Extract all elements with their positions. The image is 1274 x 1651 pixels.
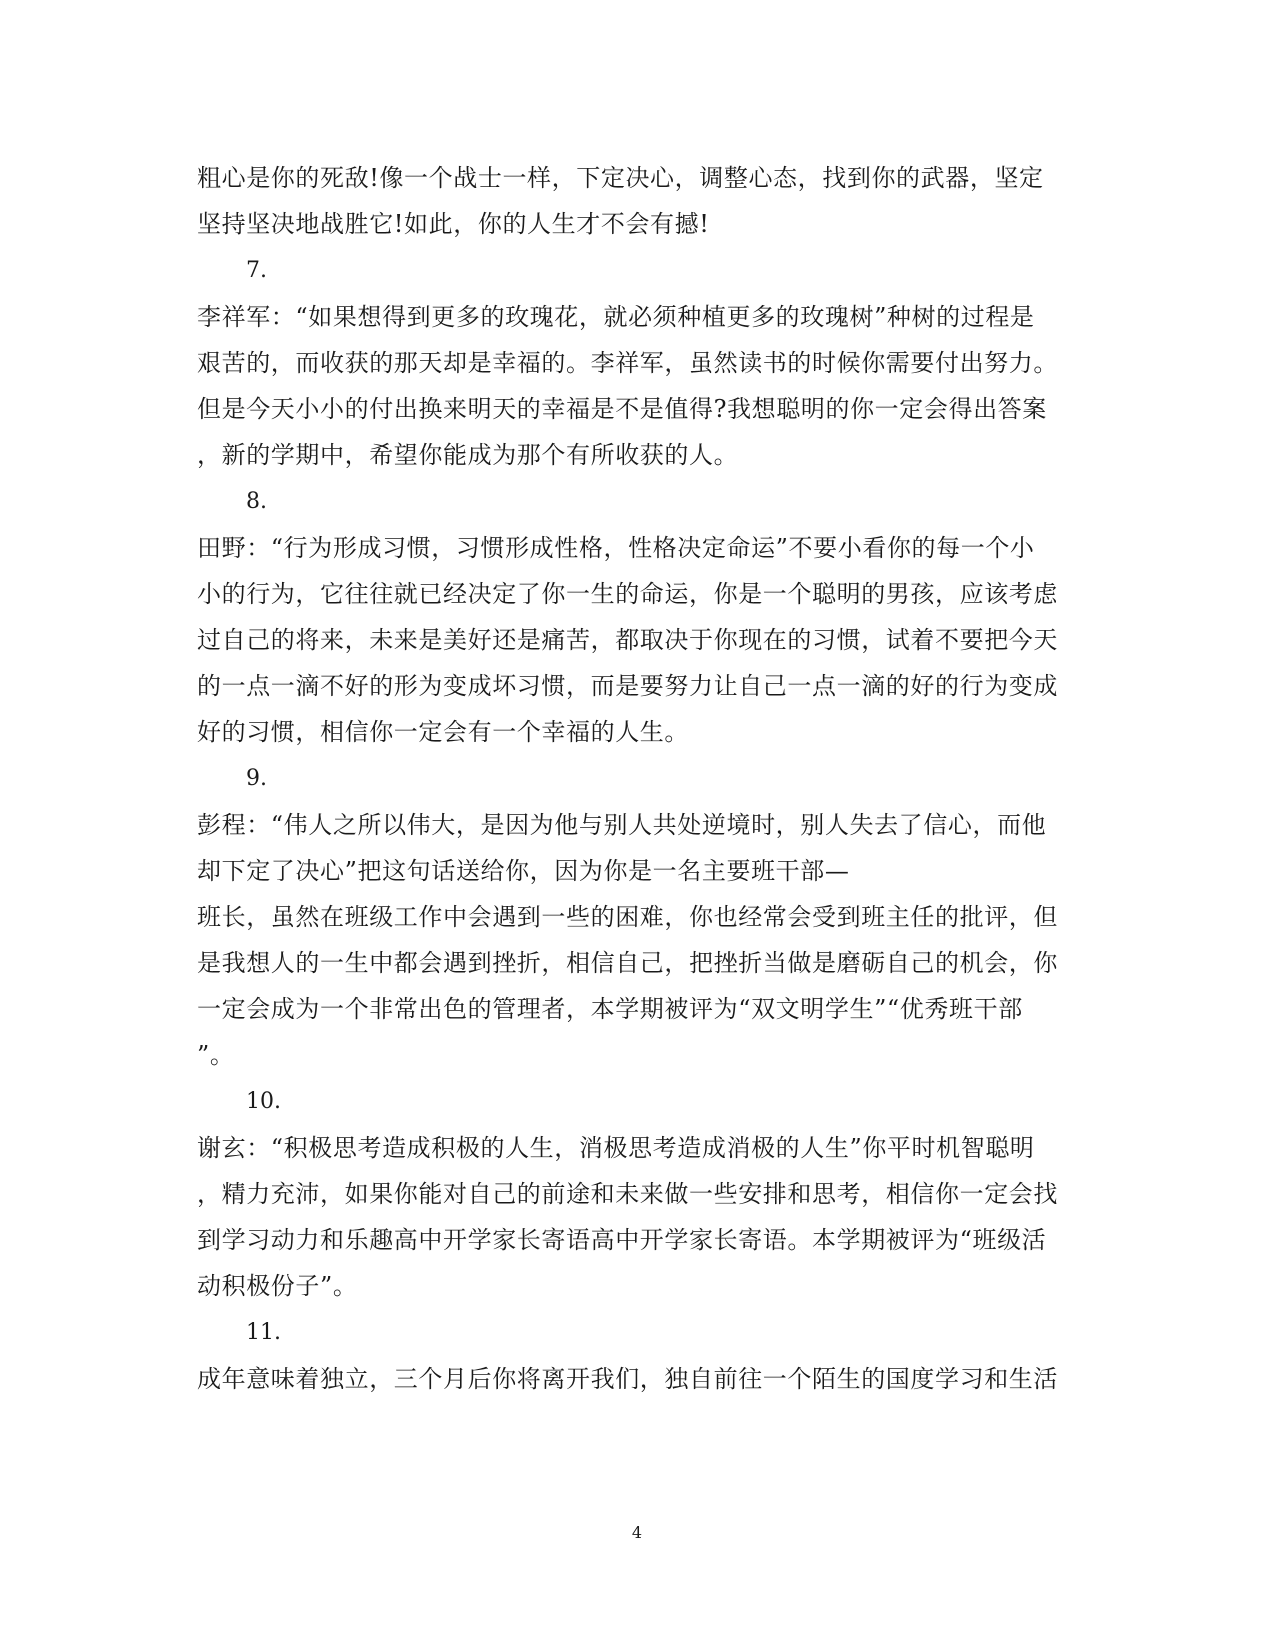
text-line: 李祥军：“如果想得到更多的玫瑰花，就必须种植更多的玫瑰树”种树的过程是 (197, 303, 1035, 331)
item-number: 11. (246, 1320, 281, 1345)
text-line: ，精力充沛，如果你能对自己的前途和未来做一些安排和思考，相信你一定会找 (197, 1180, 1058, 1208)
text-line: 好的习惯，相信你一定会有一个幸福的人生。 (197, 718, 689, 746)
text-line: 坚持坚决地战胜它!如此，你的人生才不会有撼! (197, 210, 710, 238)
text-line: 过自己的将来，未来是美好还是痛苦，都取决于你现在的习惯，试着不要把今天 (197, 626, 1058, 654)
text-line: 粗心是你的死敌!像一个战士一样，下定决心，调整心态，找到你的武器，坚定 (197, 164, 1044, 192)
text-line: 艰苦的，而收获的那天却是幸福的。李祥军，虽然读书的时候你需要付出努力。 (197, 349, 1058, 377)
text-line: 田野：“行为形成习惯，习惯形成性格，性格决定命运”不要小看你的每一个小 (197, 534, 1035, 562)
item-number: 7. (246, 258, 267, 283)
text-line: 彭程：“伟人之所以伟大，是因为他与别人共处逆境时，别人失去了信心，而他 (197, 811, 1047, 839)
text-line: 小的行为，它往往就已经决定了你一生的命运，你是一个聪明的男孩，应该考虑 (197, 580, 1058, 608)
text-line: 却下定了决心”把这句话送给你，因为你是一名主要班干部— (197, 857, 850, 885)
item-number: 9. (246, 766, 267, 791)
text-line: 的一点一滴不好的形为变成坏习惯，而是要努力让自己一点一滴的好的行为变成 (197, 672, 1058, 700)
text-line: 班长，虽然在班级工作中会遇到一些的困难，你也经常会受到班主任的批评，但 (197, 903, 1058, 931)
item-number: 8. (246, 489, 267, 514)
text-line: 成年意味着独立，三个月后你将离开我们，独自前往一个陌生的国度学习和生活 (197, 1365, 1058, 1393)
text-line: ”。 (197, 1041, 235, 1069)
text-line: 是我想人的一生中都会遇到挫折，相信自己，把挫折当做是磨砺自己的机会，你 (197, 949, 1058, 977)
text-line: 一定会成为一个非常出色的管理者，本学期被评为“双文明学生”“优秀班干部 (197, 995, 1023, 1023)
item-number: 10. (246, 1089, 281, 1114)
text-line: 到学习动力和乐趣高中开学家长寄语高中开学家长寄语。本学期被评为“班级活 (197, 1226, 1047, 1254)
text-line: 但是今天小小的付出换来明天的幸福是不是值得?我想聪明的你一定会得出答案 (197, 395, 1047, 423)
text-line: 动积极份子”。 (197, 1272, 358, 1300)
page-number: 4 (631, 1523, 643, 1542)
text-line: ，新的学期中，希望你能成为那个有所收获的人。 (197, 441, 739, 469)
text-line: 谢玄：“积极思考造成积极的人生，消极思考造成消极的人生”你平时机智聪明 (197, 1134, 1035, 1162)
